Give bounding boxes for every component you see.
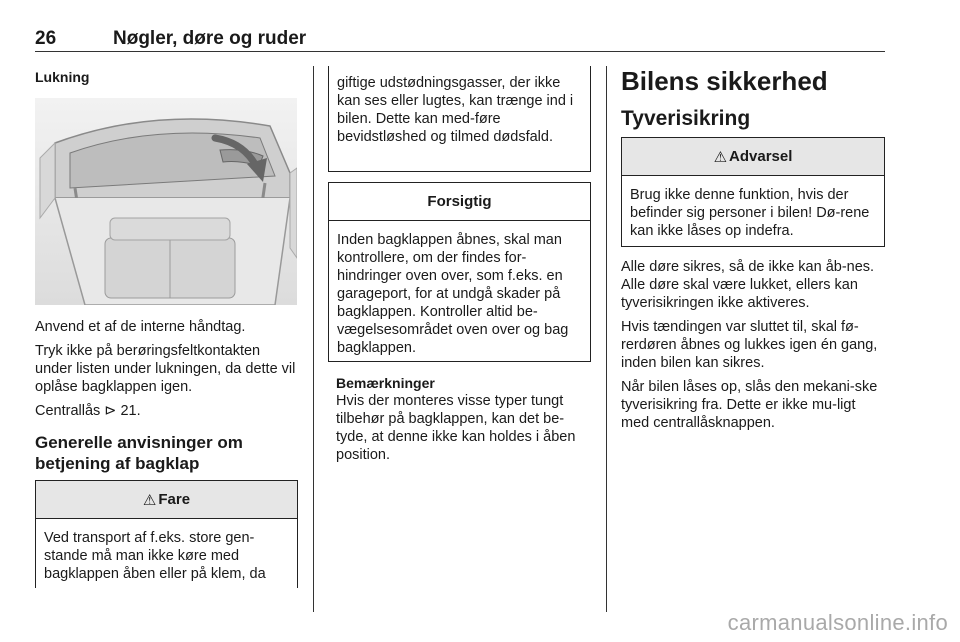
caution-box-text: Inden bagklappen åbnes, skal man kontrollere, om der findes for-hindringer oven over, som f.eks. en garageport, for at undgå skader på bagklappen. Kontroller altid be-vægelsesområdet oven over og bag bagklappen. xyxy=(337,232,569,356)
page-header xyxy=(35,28,885,54)
watermark: carmanualsonline.info xyxy=(727,610,948,635)
caution-box xyxy=(328,182,591,362)
paragraph: Tryk ikke på berøringsfeltkontakten under listen under lukningen, da dette vil oplåse bagklappen igen. xyxy=(35,343,296,395)
column-3-headings xyxy=(621,66,886,131)
page-number: 26 xyxy=(35,28,57,49)
warning-triangle-icon: ⚠ xyxy=(142,491,157,509)
paragraph: Anvend et af de interne håndtag. xyxy=(35,319,246,335)
subsection-title: Tyverisikring xyxy=(621,107,751,130)
column-divider-left xyxy=(313,66,314,612)
section-title: Bilens sikkerhed xyxy=(621,66,828,96)
paragraph: Alle døre sikres, så de ikke kan åb-nes. Alle døre skal være lukket, ellers kan tyverisikringen ikke aktiveres. xyxy=(621,259,875,311)
note-text: Hvis der monteres visse typer tungt tilbehør på bagklappen, kan det be-tyde, at denne ikke kan holdes i åben position. xyxy=(336,393,576,463)
warning-box-text: Brug ikke denne funktion, hvis der befinder sig personer i bilen! Dø-rene kan ikke låses op indefra. xyxy=(630,187,870,239)
column-1-text xyxy=(35,318,300,474)
header-rule xyxy=(35,51,885,52)
column-3-text xyxy=(621,258,886,432)
note-title: Bemærkninger xyxy=(336,375,435,391)
cross-reference: Centrallås ⊳ 21. xyxy=(35,403,141,419)
warning-triangle-icon: ⚠ xyxy=(713,148,728,166)
warning-box-title: ⚠ Advarsel xyxy=(622,138,884,176)
note-section xyxy=(336,374,594,464)
section-heading: Generelle anvisninger om betjening af bagklap xyxy=(35,433,243,473)
tailgate-closing-illustration xyxy=(35,98,297,305)
danger-box-title: ⚠ Fare xyxy=(36,481,297,519)
paragraph: Når bilen låses op, slås den mekani-ske tyverisikring fra. Dette er ikke mu-ligt med centrallåsknappen. xyxy=(621,379,878,431)
subheading-lukning: Lukning xyxy=(35,69,90,85)
chapter-title: Nøgler, døre og ruder xyxy=(113,28,307,49)
danger-box xyxy=(35,480,298,588)
danger-box-continued xyxy=(328,66,591,172)
paragraph: Hvis tændingen var sluttet til, skal fø-rerdøren åbnes og lukkes igen én gang, inden bilen kan sikres. xyxy=(621,319,878,371)
warning-box xyxy=(621,137,885,247)
danger-box-text: Ved transport af f.eks. store gen-stande må man ikke køre med bagklappen åben eller på klem, da xyxy=(44,530,266,582)
column-divider-right xyxy=(606,66,607,612)
caution-box-title: Forsigtig xyxy=(329,183,590,221)
danger-box-continued-text: giftige udstødningsgasser, der ikke kan ses eller lugtes, kan trænge ind i bilen. Dette kan med-føre bevidstløshed og tilmed dødsfald. xyxy=(337,75,574,145)
